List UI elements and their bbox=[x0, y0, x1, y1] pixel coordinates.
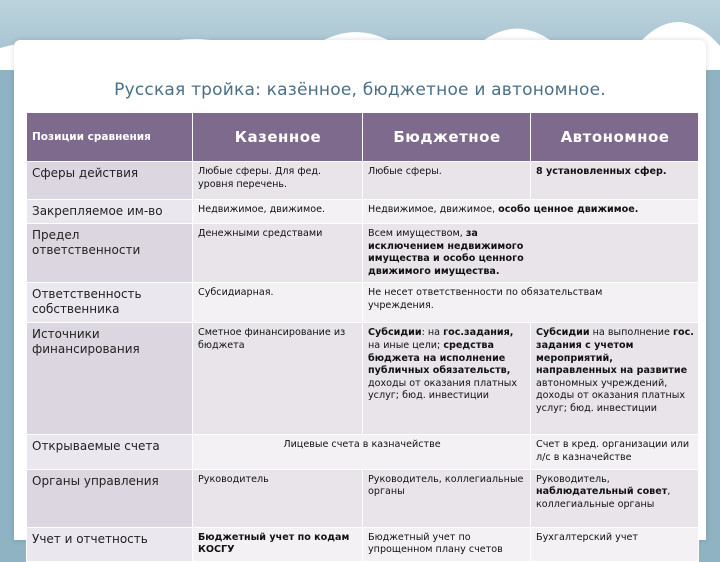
cell-avtonomnoe bbox=[531, 323, 699, 435]
row-label: Предел ответственности bbox=[27, 224, 193, 283]
cell-text: Недвижимое, движимое, bbox=[368, 204, 499, 215]
cell-kazennoe: Руководитель bbox=[193, 469, 363, 527]
row-label: Учет и отчетность bbox=[27, 527, 193, 561]
comparison-table bbox=[26, 112, 699, 562]
cell-byudzhetnoe: Бюджетный учет по упрощенном плану счетов bbox=[363, 527, 531, 561]
cell-kazennoe-byudzhetnoe: Лицевые счета в казначействе bbox=[193, 435, 531, 469]
cell-text-bold: средства бюджета на исполнение публичных обязательств, bbox=[368, 339, 511, 377]
cell-byudzhetnoe: Любые сферы. bbox=[363, 162, 531, 200]
table-row bbox=[27, 527, 699, 561]
cell-text-bold: особо ценное движимое. bbox=[498, 204, 639, 215]
cell-text-bold: Бюджетный учет по кодам КОСГУ bbox=[198, 531, 350, 556]
cell-text: доходы от оказания платных услуг; бюд. инвестиции bbox=[368, 377, 518, 402]
cell-text: Руководитель, bbox=[536, 473, 610, 485]
cell-avtonomnoe bbox=[531, 162, 699, 200]
row-label: Органы управления bbox=[27, 469, 193, 527]
row-label: Открываемые счета bbox=[27, 435, 193, 469]
header-kazennoe: Казенное bbox=[193, 113, 363, 162]
header-byudzhetnoe: Бюджетное bbox=[363, 113, 531, 162]
cell-kazennoe bbox=[193, 527, 363, 561]
cell-text: , коллегиальные органы bbox=[536, 486, 671, 510]
table-row bbox=[27, 283, 699, 323]
cell-text: Всем имуществом, bbox=[368, 228, 466, 239]
table-row bbox=[27, 162, 699, 200]
row-label: Закрепляемое им-во bbox=[27, 200, 193, 224]
comparison-table-container bbox=[26, 112, 698, 556]
cell-text-bold: гос.задания, bbox=[443, 327, 514, 339]
table-row bbox=[27, 200, 699, 224]
row-label: Источники финансирования bbox=[27, 323, 193, 435]
table-row bbox=[27, 224, 699, 283]
cell-text-bold: за исключением недвижимого имущества и особо ценного движимого имущества. bbox=[368, 228, 524, 277]
cell-avtonomnoe: Бухгалтерский учет bbox=[531, 527, 699, 561]
cell-avtonomnoe: Счет в кред. организации или л/с в казначействе bbox=[531, 435, 699, 469]
cell-kazennoe: Недвижимое, движимое. bbox=[193, 200, 363, 224]
cell-byudzhetnoe: Руководитель, коллегиальные органы bbox=[363, 469, 531, 527]
cell-text: на иные цели; bbox=[368, 339, 444, 351]
cell-text-bold: гос. задания с учетом мероприятий, направленных на развитие bbox=[536, 327, 694, 377]
header-positions: Позиции сравнения bbox=[27, 113, 193, 162]
cell-text-bold: Субсидии bbox=[368, 327, 422, 339]
cell-text-bold: наблюдательный совет bbox=[536, 486, 668, 498]
cell-kazennoe: Денежными средствами bbox=[193, 224, 363, 283]
cell-kazennoe: Любые сферы. Для фед. уровня перечень. bbox=[193, 162, 363, 200]
header-avtonomnoe: Автономное bbox=[531, 113, 699, 162]
row-label: Ответственность собственника bbox=[27, 283, 193, 323]
cell-text: на выполнение bbox=[589, 327, 673, 339]
row-label: Сферы действия bbox=[27, 162, 193, 200]
slide-title: Русская тройка: казённое, бюджетное и автономное. bbox=[114, 80, 606, 100]
cell-text: автономных учреждений, доходы от оказания платных услуг; бюд. инвестиции bbox=[536, 377, 686, 414]
table-row bbox=[27, 435, 699, 469]
cell-byudzhetnoe bbox=[363, 323, 531, 435]
cell-avtonomnoe bbox=[531, 469, 699, 527]
cell-text: : на bbox=[421, 327, 444, 339]
table-row bbox=[27, 323, 699, 435]
table-header-row bbox=[27, 113, 699, 162]
cell-byudzhetnoe-avtonomnoe bbox=[363, 200, 699, 224]
cell-byudzhetnoe-avtonomnoe bbox=[363, 224, 699, 283]
cell-kazennoe: Сметное финансирование из бюджета bbox=[193, 323, 363, 435]
cell-text-bold: 8 установленных сфер. bbox=[536, 166, 667, 177]
cell-text-bold: Субсидии bbox=[536, 327, 590, 339]
table-row bbox=[27, 469, 699, 527]
cell-kazennoe: Субсидиарная. bbox=[193, 283, 363, 323]
cell-byudzhetnoe-avtonomnoe: Не несет ответственности по обязательствам учреждения. bbox=[363, 283, 699, 323]
